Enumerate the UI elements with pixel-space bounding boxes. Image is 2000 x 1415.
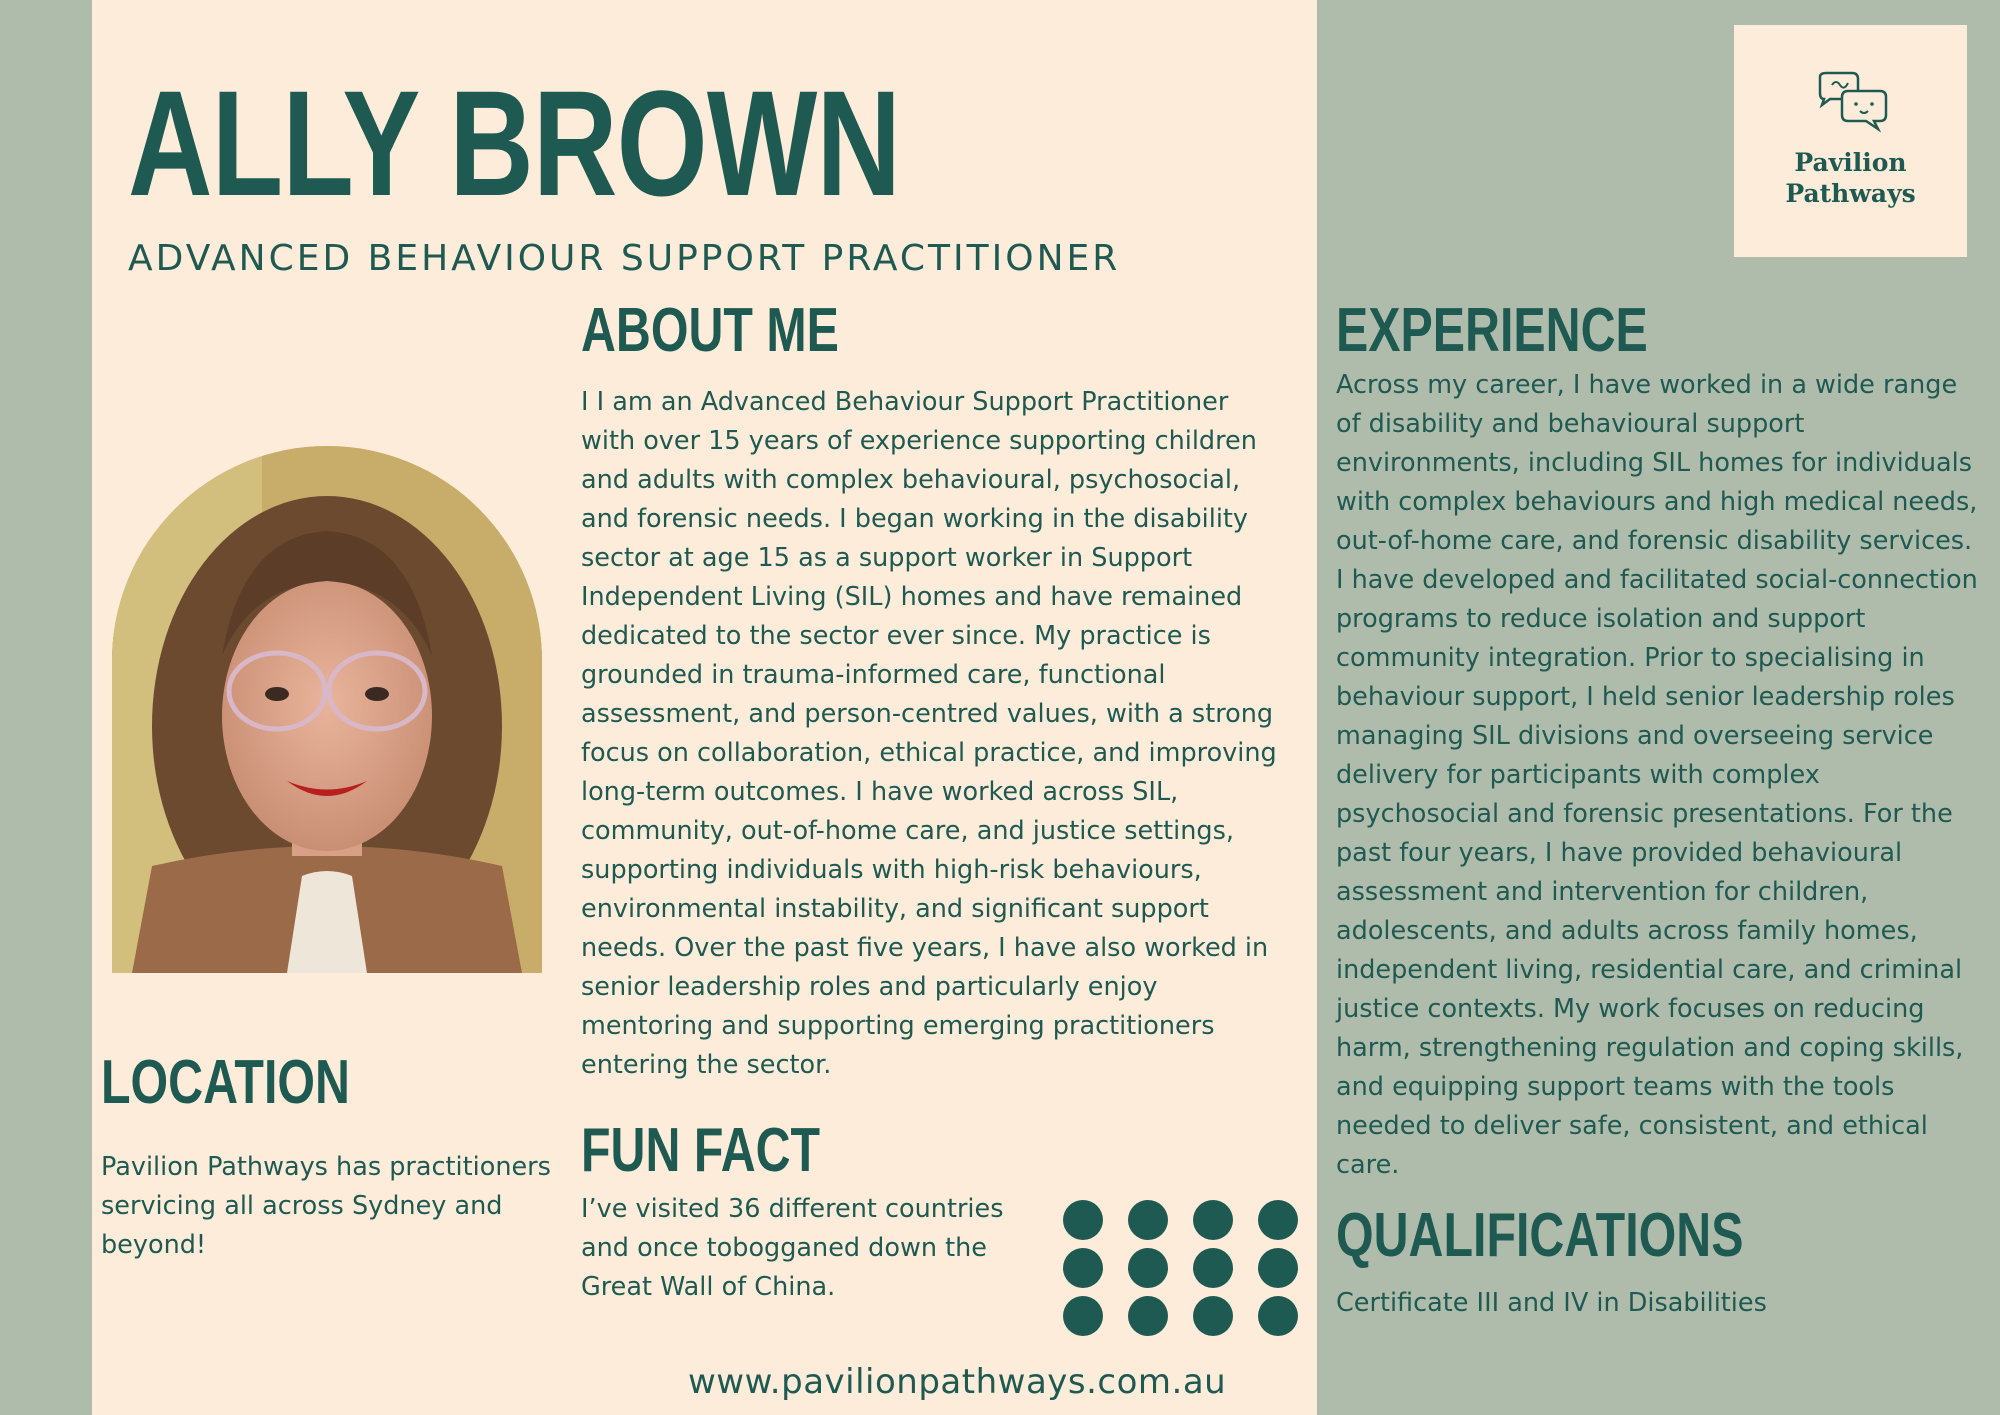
about-heading: ABOUT ME [581,296,839,365]
dot [1063,1200,1103,1240]
qualifications-heading: QUALIFICATIONS [1336,1201,1744,1270]
profile-photo [112,446,542,973]
logo-line-2: Pathways [1785,179,1916,208]
dot [1193,1296,1233,1336]
dot [1258,1296,1298,1336]
dot [1258,1248,1298,1288]
dot [1128,1296,1168,1336]
dot [1193,1248,1233,1288]
qualifications-text: Certificate III and IV in Disabilities [1336,1288,1767,1318]
dot [1258,1200,1298,1240]
location-text: Pavilion Pathways has practitioners servicing all across Sydney and beyond! [101,1152,551,1260]
experience-text: Across my career, I have worked in a wide range of disability and behavioural support environments, including SIL homes for individuals with complex behaviours and high medical needs, out-of-home care, and forensic disability services. I have developed and facilitated social-connection programs to reduce isolation and support community integration. Prior to specialising in behaviour support, I held senior leadership roles managing SIL divisions and overseeing service delivery for participants with complex psychosocial and forensic presentations. For the past four years, I have provided behavioural assessment and intervention for children, adolescents, and adults across family homes, independent living, residential care, and criminal justice contexts. My work focuses on reducing harm, strengthening regulation and coping skills, and equipping support teams with the tools needed to deliver safe, consistent, and ethical care. [1336,370,1978,1180]
logo-wordmark [1734,147,1967,209]
website-url[interactable]: www.pavilionpathways.com.au [688,1362,1227,1402]
dot [1063,1248,1103,1288]
fun-fact-heading: FUN FACT [581,1116,821,1185]
dot [1193,1200,1233,1240]
portrait-illustration [112,446,542,973]
dot [1063,1296,1103,1336]
company-logo [1734,25,1967,257]
person-name: ALLY BROWN [128,59,901,227]
job-title: ADVANCED BEHAVIOUR SUPPORT PRACTITIONER [128,238,1121,279]
dot [1128,1200,1168,1240]
speech-bubbles-icon [1812,71,1892,135]
location-heading: LOCATION [101,1048,350,1117]
experience-heading: EXPERIENCE [1336,296,1648,365]
dot [1128,1248,1168,1288]
logo-line-1: Pavilion [1794,148,1907,177]
fun-fact-text: I’ve visited 36 different countries and once tobogganed down the Great Wall of China. [581,1194,1004,1302]
decorative-dots [1063,1200,1303,1336]
about-text: I I am an Advanced Behaviour Support Practitioner with over 15 years of experience supporting children and adults with complex behavioural, psychosocial, and forensic needs. I began working in the disability sector at age 15 as a support worker in Support Independent Living (SIL) homes and have remained dedicated to the sector ever since. My practice is grounded in trauma-informed care, functional assessment, and person-centred values, with a strong focus on collaboration, ethical practice, and improving long-term outcomes. I have worked across SIL, community, out-of-home care, and justice settings, supporting individuals with high-risk behaviours, environmental instability, and significant support needs. Over the past five years, I have also worked in senior leadership roles and particularly enjoy mentoring and supporting emerging practitioners entering the sector. [581,387,1277,1080]
